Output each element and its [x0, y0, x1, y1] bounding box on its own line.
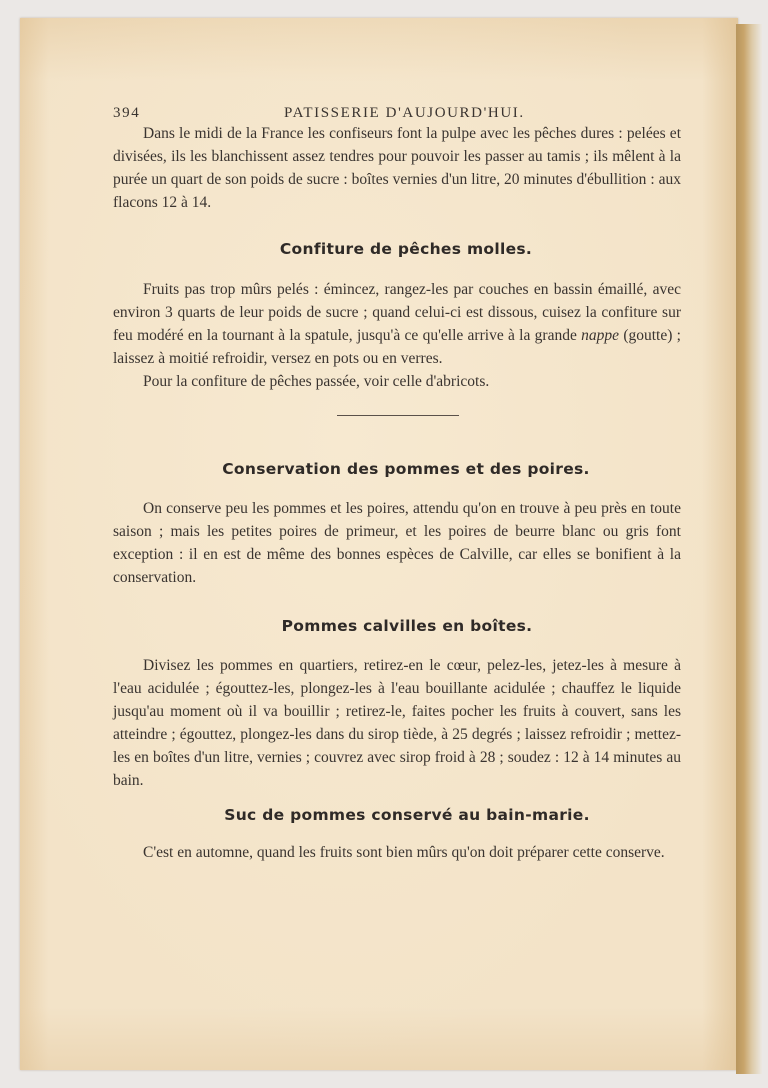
heading-confiture-peches: Confiture de pêches molles.: [279, 240, 533, 258]
suc-paragraph: C'est en automne, quand les fruits sont bien mûrs qu'on doit préparer cette conserve.: [143, 844, 665, 861]
heading-pommes-calvilles: Pommes calvilles en boîtes.: [281, 617, 533, 635]
heading-conservation: Conservation des pommes et des poires.: [222, 460, 590, 478]
conservation-paragraph: On conserve peu les pommes et les poires, attendu qu'on en trouve à peu près en toute saison ; mais les petites poires de primeur, et les poires de beurre blanc ou gris font exception : il en est de même des bonnes espèces de Calville, car elles se bonifient à la conservation.: [113, 500, 681, 586]
intro-paragraph: Dans le midi de la France les confiseurs font la pulpe avec les pêches dures : pelées et divisées, ils les blanchissent assez tendres pour pouvoir les passer au tamis ; ils mêlent à la purée un quart de son poids de sucre : boîtes vernies d'un litre, 20 minutes d'ébullition : aux flacons 12 à 14.: [113, 125, 681, 211]
section-divider: [337, 415, 459, 416]
heading-suc-de-pommes: Suc de pommes conservé au bain-marie.: [224, 806, 590, 824]
book-spine-edge: [736, 24, 762, 1074]
confiture-text-part-1: Fruits pas trop mûrs pelés : émincez, rangez-les par couches en bassin émaillé, avec environ 3 quarts de leur poids de sucre ; quand celui-ci est dissous, cuisez la confiture sur feu modéré en la tournant à la spatule, jusqu'à ce qu'elle arrive à la grande: [113, 281, 681, 344]
page-number: 394: [113, 105, 141, 121]
confiture-text-part-2: (goutte) ; laissez à moitié refroidir, versez en pots ou en verres.: [113, 327, 681, 367]
running-head: [113, 96, 681, 122]
confiture-paragraph-2: Pour la confiture de pêches passée, voir celle d'abricots.: [143, 373, 490, 390]
page-content: [113, 96, 681, 864]
confiture-emphasis: nappe: [581, 327, 620, 344]
calvilles-paragraph: Divisez les pommes en quartiers, retirez-en le cœur, pelez-les, jetez-les à mesure à l'eau acidulée ; égouttez-les, plongez-les à l'eau bouillante acidulée ; chauffez le liquide jusqu'au moment où il va bouillir ; retirez-le, faites pocher les fruits à couvert, sans les atteindre ; égouttez, plongez-les dans du sirop tiède, à 25 degrés ; laissez refroidir ; mettez-les en boîtes d'un litre, vernies ; couvrez avec sirop froid à 28 ; soudez : 12 à 14 minutes au bain.: [113, 657, 681, 789]
book-title: PATISSERIE D'AUJOURD'HUI.: [284, 105, 525, 121]
confiture-paragraph: [113, 278, 681, 370]
